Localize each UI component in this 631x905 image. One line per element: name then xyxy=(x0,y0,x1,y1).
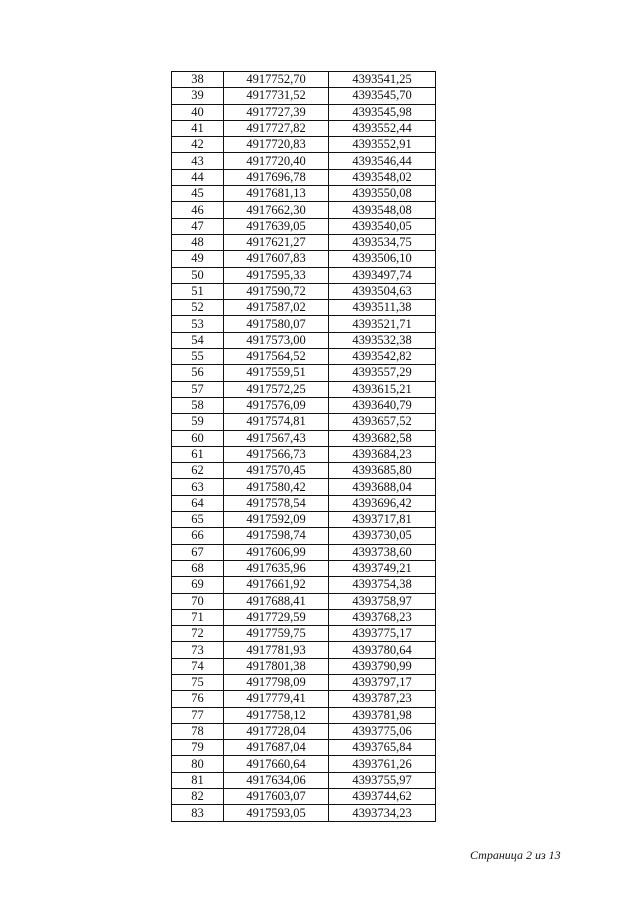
table-row xyxy=(172,218,436,234)
y-coordinate-cell: 4393787,23 xyxy=(329,691,436,707)
point-number-cell: 43 xyxy=(172,153,224,169)
y-coordinate-cell: 4393541,25 xyxy=(329,72,436,88)
x-coordinate-cell: 4917661,92 xyxy=(224,577,329,593)
x-coordinate-cell: 4917801,38 xyxy=(224,658,329,674)
y-coordinate-cell: 4393504,63 xyxy=(329,283,436,299)
table-row xyxy=(172,349,436,365)
point-number-cell: 71 xyxy=(172,609,224,625)
table-row xyxy=(172,137,436,153)
table-row xyxy=(172,789,436,805)
table-row xyxy=(172,283,436,299)
point-number-cell: 80 xyxy=(172,756,224,772)
x-coordinate-cell: 4917603,07 xyxy=(224,789,329,805)
point-number-cell: 40 xyxy=(172,104,224,120)
table-row xyxy=(172,72,436,88)
point-number-cell: 39 xyxy=(172,88,224,104)
table-row xyxy=(172,316,436,332)
y-coordinate-cell: 4393684,23 xyxy=(329,446,436,462)
x-coordinate-cell: 4917662,30 xyxy=(224,202,329,218)
y-coordinate-cell: 4393545,98 xyxy=(329,104,436,120)
x-coordinate-cell: 4917574,81 xyxy=(224,414,329,430)
point-number-cell: 67 xyxy=(172,544,224,560)
y-coordinate-cell: 4393506,10 xyxy=(329,251,436,267)
point-number-cell: 38 xyxy=(172,72,224,88)
x-coordinate-cell: 4917570,45 xyxy=(224,463,329,479)
x-coordinate-cell: 4917578,54 xyxy=(224,495,329,511)
x-coordinate-cell: 4917606,99 xyxy=(224,544,329,560)
y-coordinate-cell: 4393734,23 xyxy=(329,805,436,821)
x-coordinate-cell: 4917688,41 xyxy=(224,593,329,609)
point-number-cell: 62 xyxy=(172,463,224,479)
point-number-cell: 82 xyxy=(172,789,224,805)
table-row xyxy=(172,104,436,120)
point-number-cell: 61 xyxy=(172,446,224,462)
table-row xyxy=(172,332,436,348)
x-coordinate-cell: 4917607,83 xyxy=(224,251,329,267)
point-number-cell: 42 xyxy=(172,137,224,153)
table-row xyxy=(172,365,436,381)
point-number-cell: 49 xyxy=(172,251,224,267)
table-row xyxy=(172,674,436,690)
table-row xyxy=(172,577,436,593)
point-number-cell: 77 xyxy=(172,707,224,723)
x-coordinate-cell: 4917566,73 xyxy=(224,446,329,462)
point-number-cell: 75 xyxy=(172,674,224,690)
point-number-cell: 51 xyxy=(172,283,224,299)
point-number-cell: 52 xyxy=(172,300,224,316)
table-row xyxy=(172,381,436,397)
y-coordinate-cell: 4393545,70 xyxy=(329,88,436,104)
point-number-cell: 68 xyxy=(172,560,224,576)
table-row xyxy=(172,414,436,430)
point-number-cell: 48 xyxy=(172,234,224,250)
table-row xyxy=(172,495,436,511)
x-coordinate-cell: 4917720,83 xyxy=(224,137,329,153)
point-number-cell: 46 xyxy=(172,202,224,218)
table-row xyxy=(172,512,436,528)
point-number-cell: 81 xyxy=(172,772,224,788)
point-number-cell: 57 xyxy=(172,381,224,397)
y-coordinate-cell: 4393797,17 xyxy=(329,674,436,690)
y-coordinate-cell: 4393548,08 xyxy=(329,202,436,218)
point-number-cell: 41 xyxy=(172,120,224,136)
y-coordinate-cell: 4393754,38 xyxy=(329,577,436,593)
point-number-cell: 55 xyxy=(172,349,224,365)
point-number-cell: 74 xyxy=(172,658,224,674)
point-number-cell: 79 xyxy=(172,740,224,756)
y-coordinate-cell: 4393511,38 xyxy=(329,300,436,316)
point-number-cell: 54 xyxy=(172,332,224,348)
point-number-cell: 65 xyxy=(172,512,224,528)
y-coordinate-cell: 4393755,97 xyxy=(329,772,436,788)
point-number-cell: 56 xyxy=(172,365,224,381)
y-coordinate-cell: 4393688,04 xyxy=(329,479,436,495)
point-number-cell: 59 xyxy=(172,414,224,430)
point-number-cell: 64 xyxy=(172,495,224,511)
y-coordinate-cell: 4393550,08 xyxy=(329,186,436,202)
table-row xyxy=(172,251,436,267)
y-coordinate-cell: 4393775,06 xyxy=(329,723,436,739)
x-coordinate-cell: 4917580,07 xyxy=(224,316,329,332)
x-coordinate-cell: 4917660,64 xyxy=(224,756,329,772)
x-coordinate-cell: 4917572,25 xyxy=(224,381,329,397)
y-coordinate-cell: 4393717,81 xyxy=(329,512,436,528)
y-coordinate-cell: 4393548,02 xyxy=(329,169,436,185)
x-coordinate-cell: 4917634,06 xyxy=(224,772,329,788)
y-coordinate-cell: 4393557,29 xyxy=(329,365,436,381)
x-coordinate-cell: 4917593,05 xyxy=(224,805,329,821)
x-coordinate-cell: 4917681,13 xyxy=(224,186,329,202)
y-coordinate-cell: 4393534,75 xyxy=(329,234,436,250)
x-coordinate-cell: 4917731,52 xyxy=(224,88,329,104)
y-coordinate-cell: 4393775,17 xyxy=(329,626,436,642)
point-number-cell: 58 xyxy=(172,397,224,413)
table-row xyxy=(172,593,436,609)
table-row xyxy=(172,528,436,544)
x-coordinate-cell: 4917580,42 xyxy=(224,479,329,495)
x-coordinate-cell: 4917559,51 xyxy=(224,365,329,381)
point-number-cell: 53 xyxy=(172,316,224,332)
y-coordinate-cell: 4393749,21 xyxy=(329,560,436,576)
table-row xyxy=(172,153,436,169)
table-row xyxy=(172,772,436,788)
y-coordinate-cell: 4393532,38 xyxy=(329,332,436,348)
table-row xyxy=(172,202,436,218)
table-row xyxy=(172,658,436,674)
y-coordinate-cell: 4393682,58 xyxy=(329,430,436,446)
table-row xyxy=(172,186,436,202)
y-coordinate-cell: 4393615,21 xyxy=(329,381,436,397)
table-row xyxy=(172,609,436,625)
table-row xyxy=(172,430,436,446)
table-row xyxy=(172,463,436,479)
point-number-cell: 50 xyxy=(172,267,224,283)
x-coordinate-cell: 4917576,09 xyxy=(224,397,329,413)
table-row xyxy=(172,88,436,104)
x-coordinate-cell: 4917598,74 xyxy=(224,528,329,544)
x-coordinate-cell: 4917728,04 xyxy=(224,723,329,739)
x-coordinate-cell: 4917798,09 xyxy=(224,674,329,690)
y-coordinate-cell: 4393781,98 xyxy=(329,707,436,723)
point-number-cell: 44 xyxy=(172,169,224,185)
y-coordinate-cell: 4393640,79 xyxy=(329,397,436,413)
table-row xyxy=(172,560,436,576)
point-number-cell: 83 xyxy=(172,805,224,821)
coordinates-table xyxy=(171,71,436,822)
y-coordinate-cell: 4393758,97 xyxy=(329,593,436,609)
table-row xyxy=(172,120,436,136)
y-coordinate-cell: 4393744,62 xyxy=(329,789,436,805)
y-coordinate-cell: 4393730,05 xyxy=(329,528,436,544)
y-coordinate-cell: 4393552,91 xyxy=(329,137,436,153)
x-coordinate-cell: 4917781,93 xyxy=(224,642,329,658)
y-coordinate-cell: 4393546,44 xyxy=(329,153,436,169)
table-row xyxy=(172,169,436,185)
table-row xyxy=(172,756,436,772)
table-row xyxy=(172,642,436,658)
y-coordinate-cell: 4393790,99 xyxy=(329,658,436,674)
point-number-cell: 70 xyxy=(172,593,224,609)
x-coordinate-cell: 4917639,05 xyxy=(224,218,329,234)
table-row xyxy=(172,707,436,723)
point-number-cell: 63 xyxy=(172,479,224,495)
y-coordinate-cell: 4393738,60 xyxy=(329,544,436,560)
x-coordinate-cell: 4917567,43 xyxy=(224,430,329,446)
table-row xyxy=(172,479,436,495)
x-coordinate-cell: 4917696,78 xyxy=(224,169,329,185)
table-row xyxy=(172,446,436,462)
x-coordinate-cell: 4917759,75 xyxy=(224,626,329,642)
x-coordinate-cell: 4917720,40 xyxy=(224,153,329,169)
x-coordinate-cell: 4917564,52 xyxy=(224,349,329,365)
y-coordinate-cell: 4393497,74 xyxy=(329,267,436,283)
y-coordinate-cell: 4393765,84 xyxy=(329,740,436,756)
x-coordinate-cell: 4917687,04 xyxy=(224,740,329,756)
y-coordinate-cell: 4393552,44 xyxy=(329,120,436,136)
table-row xyxy=(172,300,436,316)
table-row xyxy=(172,805,436,821)
y-coordinate-cell: 4393521,71 xyxy=(329,316,436,332)
table-row xyxy=(172,397,436,413)
point-number-cell: 45 xyxy=(172,186,224,202)
x-coordinate-cell: 4917752,70 xyxy=(224,72,329,88)
x-coordinate-cell: 4917592,09 xyxy=(224,512,329,528)
x-coordinate-cell: 4917729,59 xyxy=(224,609,329,625)
table-row xyxy=(172,234,436,250)
table-row xyxy=(172,723,436,739)
table-row xyxy=(172,626,436,642)
y-coordinate-cell: 4393685,80 xyxy=(329,463,436,479)
table-row xyxy=(172,544,436,560)
point-number-cell: 66 xyxy=(172,528,224,544)
x-coordinate-cell: 4917573,00 xyxy=(224,332,329,348)
table-row xyxy=(172,691,436,707)
y-coordinate-cell: 4393540,05 xyxy=(329,218,436,234)
point-number-cell: 78 xyxy=(172,723,224,739)
y-coordinate-cell: 4393542,82 xyxy=(329,349,436,365)
point-number-cell: 60 xyxy=(172,430,224,446)
x-coordinate-cell: 4917635,96 xyxy=(224,560,329,576)
x-coordinate-cell: 4917727,82 xyxy=(224,120,329,136)
point-number-cell: 69 xyxy=(172,577,224,593)
table-row xyxy=(172,267,436,283)
y-coordinate-cell: 4393768,23 xyxy=(329,609,436,625)
y-coordinate-cell: 4393780,64 xyxy=(329,642,436,658)
x-coordinate-cell: 4917727,39 xyxy=(224,104,329,120)
point-number-cell: 72 xyxy=(172,626,224,642)
x-coordinate-cell: 4917590,72 xyxy=(224,283,329,299)
x-coordinate-cell: 4917779,41 xyxy=(224,691,329,707)
point-number-cell: 76 xyxy=(172,691,224,707)
x-coordinate-cell: 4917587,02 xyxy=(224,300,329,316)
point-number-cell: 73 xyxy=(172,642,224,658)
coordinates-table-body xyxy=(172,72,436,822)
x-coordinate-cell: 4917595,33 xyxy=(224,267,329,283)
y-coordinate-cell: 4393761,26 xyxy=(329,756,436,772)
x-coordinate-cell: 4917621,27 xyxy=(224,234,329,250)
page-number-footer: Страница 2 из 13 xyxy=(470,848,561,862)
table-row xyxy=(172,740,436,756)
y-coordinate-cell: 4393696,42 xyxy=(329,495,436,511)
x-coordinate-cell: 4917758,12 xyxy=(224,707,329,723)
y-coordinate-cell: 4393657,52 xyxy=(329,414,436,430)
point-number-cell: 47 xyxy=(172,218,224,234)
